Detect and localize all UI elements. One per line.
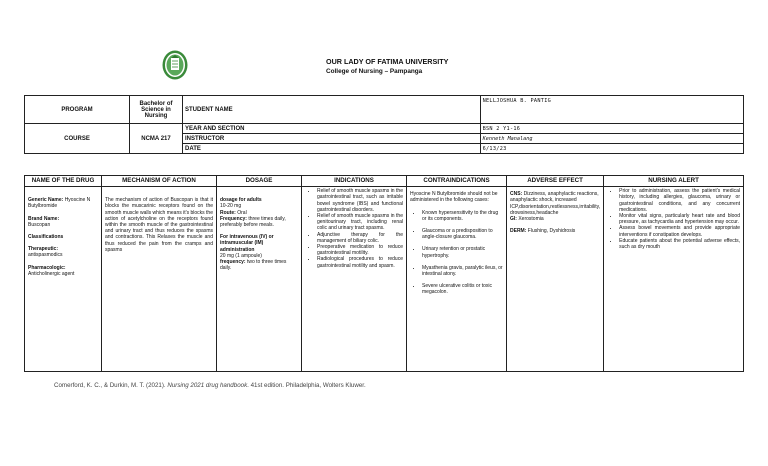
reference-citation (54, 382, 366, 389)
student-name-label: STUDENT NAME (183, 96, 481, 124)
adult-dosage-label: dosage for adults (220, 197, 262, 204)
university-heading (326, 57, 448, 77)
list-item: • Educate patients about the potential adverse effects, such as dry mouth (619, 238, 740, 250)
university-name: OUR LADY OF FATIMA UNIVERSITY (326, 57, 449, 66)
university-seal-logo (162, 50, 188, 80)
reference-authors: Comerford, K. C., & Durkin, M. T. (2021). (54, 382, 168, 389)
gi-value: Xerostomia (518, 216, 544, 223)
col-header-adverse-effect: ADVERSE EFFECT (507, 176, 604, 187)
list-item: • Relief of smooth muscle spasms in the gastrointestinal tract, such as irritable bowel syndrome (IBS) and functional gastrointestinal disorders. (317, 188, 403, 213)
student-name-value: NELLJOSHUA B. PANTIG (480, 96, 743, 124)
contraindications-cell (407, 187, 507, 372)
pharmacologic-label: Pharmacologic: (28, 264, 66, 271)
route-label: Route: (220, 209, 236, 216)
mechanism-cell (102, 187, 217, 372)
reference-title: Nursing 2021 drug handbook (167, 382, 248, 389)
generic-name-label: Generic Name: (28, 197, 64, 204)
col-header-drug-name: NAME OF THE DRUG (25, 176, 102, 187)
col-header-indications: INDICATIONS (302, 176, 407, 187)
instructor-label: INSTRUCTOR (183, 134, 481, 144)
iv-frequency-label: frequency: (220, 259, 246, 266)
brand-name-label: Brand Name: (28, 215, 60, 222)
iv-frequency-value: two to three times daily. (220, 259, 287, 272)
cns-value: Dizziness, anaphylactic reactions, anaphylactic shock, increased ICP,disorientation,restlessness,irritability, drowsiness,headache (510, 191, 601, 216)
student-info-table (24, 95, 744, 154)
frequency-value: three times daily, preferably before meals. (220, 215, 286, 229)
col-header-contraindications: CONTRAINDICATIONS (407, 176, 507, 187)
dosage-cell (217, 187, 302, 372)
instructor-value: Kenneth Manalang (480, 134, 743, 144)
year-section-value: BSN 2 Y1-16 (480, 124, 743, 134)
list-item: • Preoperative medication to reduce gastrointestinal motility. (317, 244, 403, 256)
course-label: COURSE (25, 124, 130, 154)
list-item: • Prior to administration, assess the patient's medical history, including allergies, glaucoma, urinary or gastrointestinal conditions, and any concurrent medications. (619, 188, 740, 213)
list-item: • Monitor vital signs, particularly heart rate and blood pressure, as tachycardia and hypertension may occur. (619, 213, 740, 225)
list-item: • Relief of smooth muscle spasms in the genitourinary tract, including renal colic and urinary tract spasms. (317, 213, 403, 232)
nursing-alert-cell (604, 187, 744, 372)
drug-study-table (24, 175, 744, 372)
derm-label: DERM: (510, 228, 527, 235)
derm-value: Flushing, Dyshidrosis (527, 228, 576, 235)
gi-label: GI: (510, 216, 517, 223)
list-item: • Urinary retention or prostatic hypertrophy. (422, 246, 503, 258)
date-value: 6/13/23 (480, 144, 743, 154)
iv-im-amount: 20 mg (1 ampoule) (220, 252, 262, 259)
cns-label: CNS: (510, 191, 523, 198)
nursing-alert-list (607, 188, 740, 250)
reference-publisher: . 41st edition. Philadelphia, Wolters Kluwer. (247, 382, 366, 389)
brand-name-value: Buscopan (28, 221, 51, 228)
therapeutic-label: Therapeutic: (28, 246, 59, 253)
list-item: • Adjunctive therapy for the management of biliary colic. (317, 232, 403, 244)
course-value: NCMA 217 (130, 124, 183, 154)
adult-dosage-amount: 10-20 mg (220, 203, 242, 210)
col-header-nursing-alert: NURSING ALERT (604, 176, 744, 187)
list-item: • Severe ulcerative colitis or toxic megacolon. (422, 283, 503, 295)
program-label: PROGRAM (25, 96, 130, 124)
contraindications-intro: Hyoscine N Butylbromide should not be administered in the following cases: (410, 191, 498, 204)
col-header-mechanism: MECHANISM OF ACTION (102, 176, 217, 187)
year-section-label: YEAR AND SECTION (183, 124, 481, 134)
mechanism-text: The mechanism of action of Buscopan is that it blocks the muscarinic receptors found on the smooth muscle walls which means it's blocks the action of acetylcholine on the receptors found within the smooth muscle of the gastrointestinal and urinary tract and thus reduces the spasms and contractions. This Relaxes the muscle and thus reduced the pain from the cramps and spasms (105, 197, 213, 253)
drug-name-cell (25, 187, 102, 372)
program-value: Bachelor of Science in Nursing (130, 96, 183, 124)
list-item: • Radiological procedures to reduce gastrointestinal motility and spasm. (317, 256, 403, 268)
indications-cell (302, 187, 407, 372)
date-label: DATE (183, 144, 481, 154)
college-name: College of Nursing – Pampanga (326, 68, 423, 75)
iv-im-label: For intravenous (IV) or intramuscular (IM) administration (220, 234, 274, 253)
frequency-label: Frequency: (220, 215, 247, 222)
list-item: • Myasthenia gravis, paralytic ileus, or intestinal atony. (422, 265, 503, 277)
indications-list (305, 188, 403, 269)
adverse-effect-cell (507, 187, 604, 372)
contraindications-list (410, 210, 503, 296)
col-header-dosage: DOSAGE (217, 176, 302, 187)
pharmacologic-value: Anticholinergic agent (28, 270, 75, 277)
list-item: • Known hypersensitivity to the drug or its components. (422, 210, 503, 222)
therapeutic-value: antispasmodics (28, 252, 63, 259)
generic-name-value: Hyoscine N Butylbromide (28, 197, 91, 210)
route-value: Oral (237, 209, 247, 216)
classifications-label: Classifications (28, 234, 64, 241)
list-item: • Glaucoma or a predisposition to angle-closure glaucoma. (422, 228, 503, 240)
list-item: • Assess bowel movements and provide appropriate interventions if constipation develops. (619, 225, 740, 237)
